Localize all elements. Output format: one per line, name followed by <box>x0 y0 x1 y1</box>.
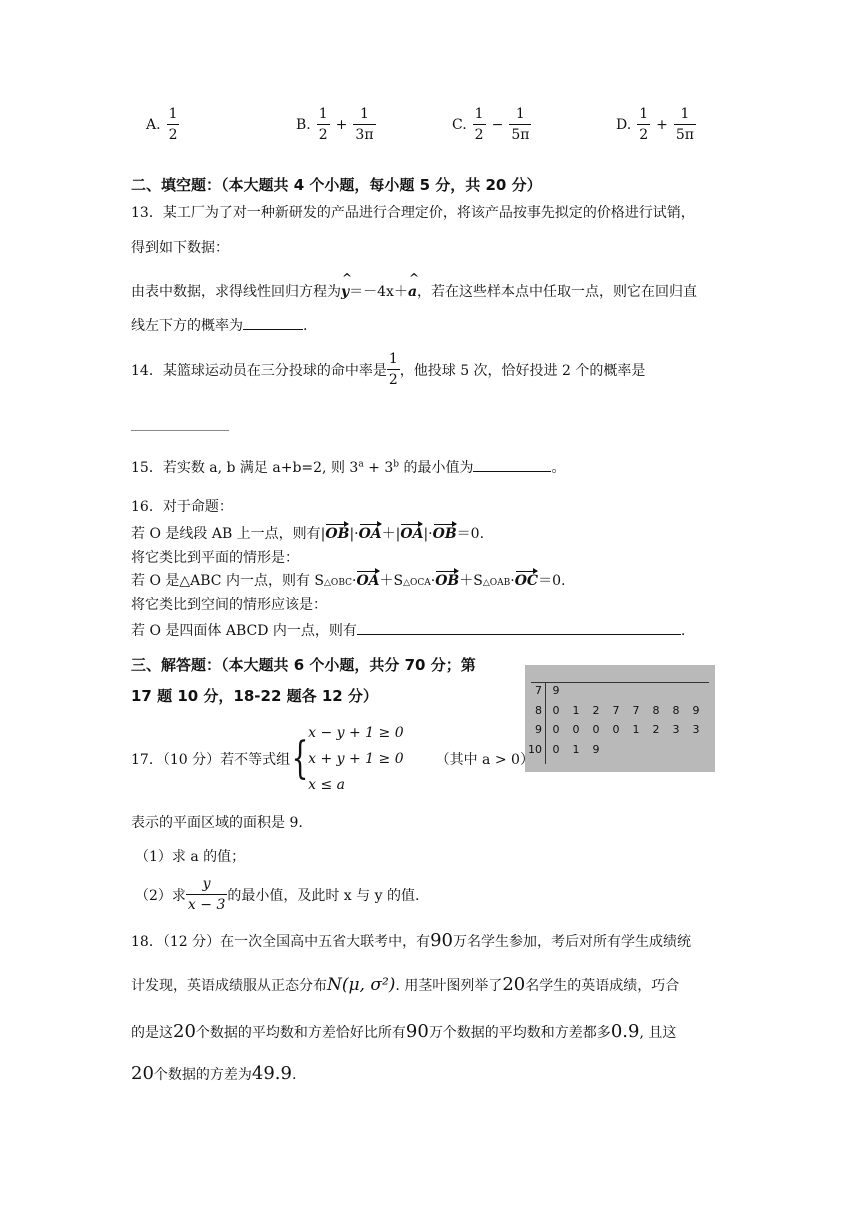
stem-row <box>525 723 706 743</box>
leaf-value: 9 <box>692 704 700 717</box>
option-b <box>296 104 376 145</box>
q13-line4: 线左下方的概率为 . <box>131 315 307 335</box>
section-2-heading: 二、填空题：（本大题共 4 个小题，每小题 5 分，共 20 分） <box>131 176 542 194</box>
fraction: $\frac{1}{5\pi}$ <box>511 106 530 143</box>
option-d-letter: D. <box>616 116 632 133</box>
section-3-heading-line1: 三、解答题：（本大题共 6 个小题，共分 70 分；第 <box>131 656 476 674</box>
a-hat: ^ a <box>408 284 417 300</box>
plot-top-rule <box>531 682 709 683</box>
option-d <box>616 104 696 145</box>
q18-line1: 18．（12 分）在一次全国高中五省大联考中，有90万名学生参加，考后对所有学生成绩统 <box>131 930 691 951</box>
q17-part1: （1）求 a 的值； <box>135 849 246 865</box>
leaf-value: 2 <box>652 723 660 736</box>
operator: + <box>656 116 668 133</box>
q16-line1: 16．对于命题： <box>131 499 233 515</box>
option-a-letter: A. <box>146 116 161 133</box>
leaf-value: 9 <box>592 743 600 756</box>
operator: − <box>491 116 504 133</box>
leaf-value: 1 <box>632 723 640 736</box>
leaf-value: 0 <box>612 723 620 736</box>
y-hat: ^ y <box>341 284 349 300</box>
leaf-value: 2 <box>592 704 600 717</box>
q14-line: 14．某篮球运动员在三分投球的命中率是 $\frac{1}{2}$ ，他投球 5 次，恰好投进 2 个的概率是 <box>131 351 646 388</box>
leaf-value: 0 <box>552 723 560 736</box>
fraction: $\frac{y}{x - 3}$ <box>187 876 226 913</box>
leaf-value: 3 <box>672 723 680 736</box>
leaf-value: 0 <box>552 743 560 756</box>
stem-value: 7 <box>535 684 542 697</box>
leaf-value: 1 <box>572 743 580 756</box>
q15-line: 15．若实数 a, b 满足 a+b=2, 则 $3^a + 3^b$ 的最小值为 。 <box>131 457 565 477</box>
q16-line3: 将它类比到平面的情形是： <box>131 550 299 566</box>
q18-line2: 计发现，英语成绩服从正态分布N(μ, σ²). 用茎叶图列举了20名学生的英语成绩，巧合 <box>131 974 680 995</box>
q13-line1: 13．某工厂为了对一种新研发的产品进行合理定价，将该产品按事先拟定的价格进行试销， <box>131 205 695 221</box>
option-b-letter: B. <box>296 116 311 133</box>
q16-line5: 将它类比到空间的情形应该是： <box>131 597 327 613</box>
fraction: $\frac{1}{2}$ <box>318 106 328 143</box>
stem-leaf-plot <box>525 665 715 772</box>
q17-line2: 表示的平面区域的面积是 9. <box>131 815 303 831</box>
leaf-value: 7 <box>612 704 620 717</box>
stem-row <box>525 743 606 763</box>
stem-row <box>525 704 706 724</box>
fraction: $\frac{1}{2}$ <box>474 106 484 143</box>
answer-blank <box>131 430 229 431</box>
inequality-system: x − y + 1 ≥ 0 x + y + 1 ≥ 0 x ≤ a <box>308 725 404 793</box>
brace: { <box>291 733 309 784</box>
answer-blank <box>473 457 551 472</box>
q17-part2: （2）求 $\frac{y}{x - 3}$ 的最小值，及此时 x 与 y 的值. <box>135 876 420 913</box>
q16-line4: 若 O 是△ABC 内一点，则有 S△OBC·OA＋S△OCA·OB＋S△OAB·OC＝0. <box>131 573 566 589</box>
option-a <box>146 104 179 145</box>
q18-line3: 的是这20个数据的平均数和方差恰好比所有90万个数据的平均数和方差都多0.9, 且这 <box>131 1021 677 1042</box>
stem-row <box>525 684 566 704</box>
stem-value: 8 <box>535 704 542 717</box>
section-3-heading-line2: 17 题 10 分，18-22 题各 12 分） <box>131 687 378 705</box>
leaf-value: 1 <box>572 704 580 717</box>
leaf-value: 8 <box>672 704 680 717</box>
leaf-value: 3 <box>692 723 700 736</box>
leaf-value: 9 <box>552 684 560 697</box>
fraction: $\frac{1}{2}$ <box>388 351 398 388</box>
fraction: $\frac{1}{2}$ <box>168 106 178 143</box>
leaf-value: 0 <box>572 723 580 736</box>
stem-value: 9 <box>535 723 542 736</box>
operator: + <box>335 116 348 133</box>
q16-line2: 若 O 是线段 AB 上一点，则有|OB|·OA＋|OA|·OB＝0. <box>131 526 485 542</box>
fraction: $\frac{1}{3\pi}$ <box>355 106 374 143</box>
q13-line3: 由表中数据，求得线性回归方程为^ y＝－4x＋^ a，若在这些样本点中任取一点，则它在回归直 <box>131 281 697 301</box>
fraction: $\frac{1}{5\pi}$ <box>675 106 694 143</box>
q18-line4: 20个数据的方差为49.9. <box>131 1063 297 1084</box>
leaf-value: 7 <box>632 704 640 717</box>
q13-line2: 得到如下数据： <box>131 240 229 256</box>
answer-blank <box>243 315 303 330</box>
leaf-value: 0 <box>552 704 560 717</box>
option-c <box>452 104 531 145</box>
option-c-letter: C. <box>452 116 467 133</box>
answer-blank <box>357 620 681 635</box>
stem-value: 10 <box>528 743 542 756</box>
q16-line6: 若 O 是四面体 ABCD 内一点，则有 . <box>131 620 685 640</box>
leaf-value: 8 <box>652 704 660 717</box>
q17-line1: 17．（10 分）若不等式组 { x − y + 1 ≥ 0 x + y + 1 ≥ 0 x ≤ a （其中 a > 0） <box>131 720 534 798</box>
leaf-value: 0 <box>592 723 600 736</box>
fraction: $\frac{1}{2}$ <box>639 106 649 143</box>
